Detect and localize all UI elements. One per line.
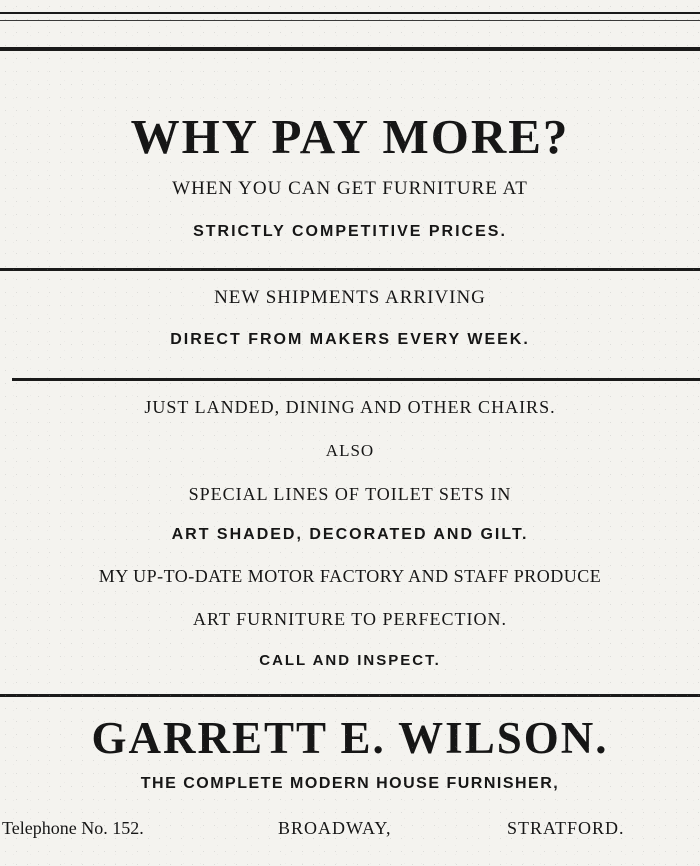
advertiser-name: GARRETT E. WILSON.	[91, 713, 609, 763]
body-line-toilet-sets: SPECIAL LINES OF TOILET SETS IN	[188, 484, 512, 504]
body-line-perfection: ART FURNITURE TO PERFECTION.	[193, 609, 507, 629]
headline: WHY PAY MORE?	[130, 109, 570, 164]
telephone-number: Telephone No. 152.	[2, 818, 144, 838]
shipments-line-1: NEW SHIPMENTS ARRIVING	[214, 287, 486, 308]
top-rule-1	[0, 12, 700, 14]
divider-1	[0, 268, 700, 271]
top-rule-3	[0, 47, 700, 51]
address-town: STRATFORD.	[507, 818, 625, 838]
divider-2	[12, 378, 700, 381]
advertiser-tagline: THE COMPLETE MODERN HOUSE FURNISHER,	[140, 775, 560, 792]
intro-line-2: STRICTLY COMPETITIVE PRICES.	[193, 223, 507, 240]
intro-line-1: WHEN YOU CAN GET FURNITURE AT	[172, 178, 528, 199]
body-line-motor-factory: MY UP-TO-DATE MOTOR FACTORY AND STAFF PRODUCE	[98, 566, 602, 586]
body-line-chairs: JUST LANDED, DINING AND OTHER CHAIRS.	[144, 397, 556, 417]
body-line-also: ALSO	[325, 441, 375, 460]
body-line-call: CALL AND INSPECT.	[259, 652, 441, 669]
address-street: BROADWAY,	[278, 818, 392, 838]
top-rule-2	[0, 20, 700, 21]
body-line-art-shaded: ART SHADED, DECORATED AND GILT.	[171, 526, 529, 543]
divider-3	[0, 694, 700, 697]
shipments-line-2: DIRECT FROM MAKERS EVERY WEEK.	[170, 331, 530, 348]
